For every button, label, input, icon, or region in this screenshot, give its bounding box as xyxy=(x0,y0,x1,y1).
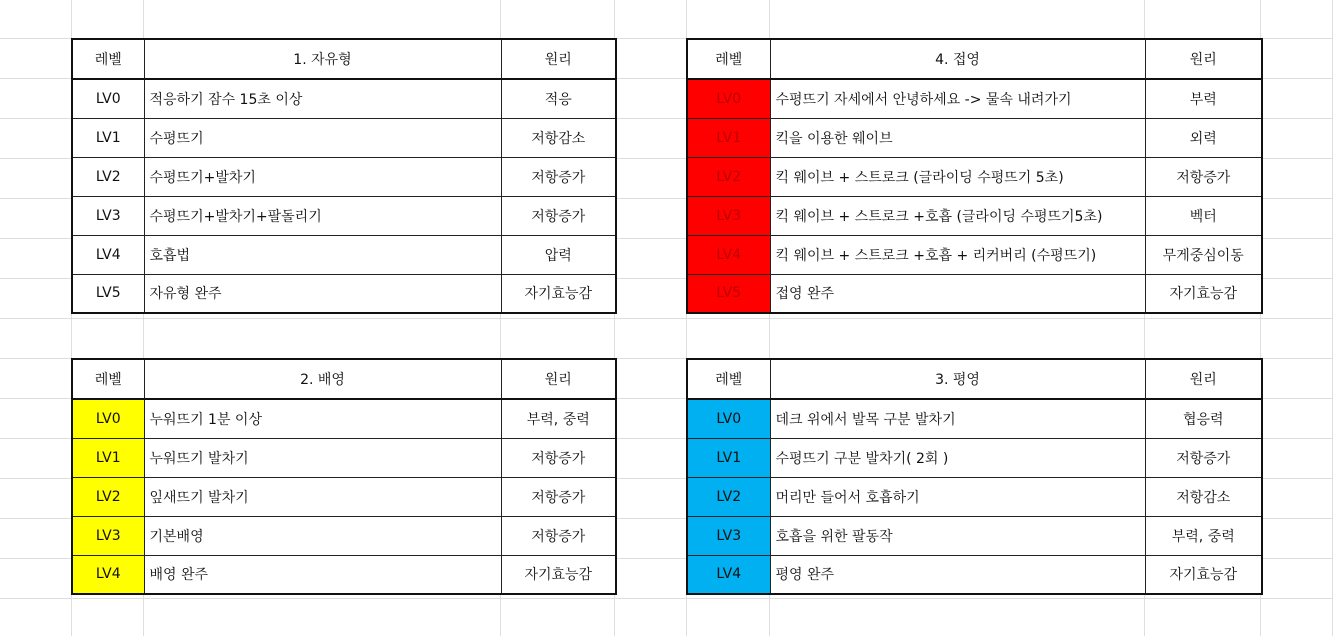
level-cell[interactable]: LV4 xyxy=(72,555,144,594)
content-cell[interactable]: 호흡법 xyxy=(144,235,501,274)
content-cell[interactable]: 수평뜨기 자세에서 안녕하세요 -> 물속 내려가기 xyxy=(770,79,1145,118)
content-cell[interactable]: 기본배영 xyxy=(144,516,501,555)
table-row xyxy=(687,79,1262,118)
level-cell[interactable]: LV2 xyxy=(687,477,770,516)
content-cell[interactable]: 수평뜨기 구분 발차기( 2회 ) xyxy=(770,438,1145,477)
content-cell[interactable]: 킥 웨이브 + 스트로크 +호흡 + 리커버리 (수평뜨기) xyxy=(770,235,1145,274)
level-cell[interactable]: LV1 xyxy=(72,118,144,157)
table-row xyxy=(687,477,1262,516)
table-row xyxy=(687,399,1262,438)
table-row xyxy=(687,274,1262,313)
table-row xyxy=(687,555,1262,594)
header-principle[interactable]: 원리 xyxy=(501,359,616,399)
level-cell[interactable]: LV4 xyxy=(687,235,770,274)
butterfly-table xyxy=(686,38,1263,314)
header-title[interactable]: 2. 배영 xyxy=(144,359,501,399)
content-cell[interactable]: 머리만 들어서 호흡하기 xyxy=(770,477,1145,516)
principle-cell[interactable]: 벡터 xyxy=(1145,196,1262,235)
content-cell[interactable]: 수평뜨기+발차기 xyxy=(144,157,501,196)
principle-cell[interactable]: 부력 xyxy=(1145,79,1262,118)
content-cell[interactable]: 데크 위에서 발목 구분 발차기 xyxy=(770,399,1145,438)
principle-cell[interactable]: 적응 xyxy=(501,79,616,118)
freestyle-table xyxy=(71,38,617,314)
level-cell[interactable]: LV3 xyxy=(72,196,144,235)
table-header-row xyxy=(687,359,1262,399)
table-row xyxy=(687,235,1262,274)
table-row xyxy=(687,438,1262,477)
content-cell[interactable]: 누워뜨기 발차기 xyxy=(144,438,501,477)
table-row xyxy=(72,196,616,235)
level-cell[interactable]: LV0 xyxy=(72,79,144,118)
table-row xyxy=(72,516,616,555)
table-header-row xyxy=(72,359,616,399)
table-row xyxy=(72,79,616,118)
table-row xyxy=(687,157,1262,196)
level-cell[interactable]: LV2 xyxy=(72,157,144,196)
principle-cell[interactable]: 자기효능감 xyxy=(501,555,616,594)
table-header-row xyxy=(72,39,616,79)
principle-cell[interactable]: 자기효능감 xyxy=(1145,274,1262,313)
table-row xyxy=(72,235,616,274)
header-level[interactable]: 레벨 xyxy=(687,39,770,79)
level-cell[interactable]: LV5 xyxy=(72,274,144,313)
level-cell[interactable]: LV4 xyxy=(72,235,144,274)
header-level[interactable]: 레벨 xyxy=(72,39,144,79)
table-row xyxy=(687,196,1262,235)
table-row xyxy=(687,118,1262,157)
content-cell[interactable]: 호흡을 위한 팔동작 xyxy=(770,516,1145,555)
principle-cell[interactable]: 압력 xyxy=(501,235,616,274)
table-row xyxy=(72,555,616,594)
header-principle[interactable]: 원리 xyxy=(501,39,616,79)
principle-cell[interactable]: 저항감소 xyxy=(1145,477,1262,516)
principle-cell[interactable]: 부력, 중력 xyxy=(501,399,616,438)
level-cell[interactable]: LV1 xyxy=(687,118,770,157)
level-cell[interactable]: LV1 xyxy=(72,438,144,477)
table-row xyxy=(72,438,616,477)
level-cell[interactable]: LV0 xyxy=(72,399,144,438)
table-row xyxy=(72,399,616,438)
level-cell[interactable]: LV3 xyxy=(687,516,770,555)
content-cell[interactable]: 누워뜨기 1분 이상 xyxy=(144,399,501,438)
principle-cell[interactable]: 저항증가 xyxy=(1145,157,1262,196)
table-header-row xyxy=(687,39,1262,79)
principle-cell[interactable]: 저항증가 xyxy=(501,196,616,235)
header-level[interactable]: 레벨 xyxy=(687,359,770,399)
principle-cell[interactable]: 저항증가 xyxy=(501,516,616,555)
content-cell[interactable]: 접영 완주 xyxy=(770,274,1145,313)
content-cell[interactable]: 수평뜨기+발차기+팔돌리기 xyxy=(144,196,501,235)
breaststroke-table xyxy=(686,358,1263,595)
level-cell[interactable]: LV2 xyxy=(72,477,144,516)
content-cell[interactable]: 킥 웨이브 + 스트로크 (글라이딩 수평뜨기 5초) xyxy=(770,157,1145,196)
header-title[interactable]: 4. 접영 xyxy=(770,39,1145,79)
table-row xyxy=(72,477,616,516)
principle-cell[interactable]: 저항감소 xyxy=(501,118,616,157)
content-cell[interactable]: 킥을 이용한 웨이브 xyxy=(770,118,1145,157)
principle-cell[interactable]: 저항증가 xyxy=(501,157,616,196)
principle-cell[interactable]: 부력, 중력 xyxy=(1145,516,1262,555)
level-cell[interactable]: LV1 xyxy=(687,438,770,477)
content-cell[interactable]: 킥 웨이브 + 스트로크 +호흡 (글라이딩 수평뜨기5초) xyxy=(770,196,1145,235)
level-cell[interactable]: LV3 xyxy=(72,516,144,555)
header-title[interactable]: 3. 평영 xyxy=(770,359,1145,399)
content-cell[interactable]: 배영 완주 xyxy=(144,555,501,594)
header-principle[interactable]: 원리 xyxy=(1145,39,1262,79)
level-cell[interactable]: LV2 xyxy=(687,157,770,196)
content-cell[interactable]: 적응하기 잠수 15초 이상 xyxy=(144,79,501,118)
header-level[interactable]: 레벨 xyxy=(72,359,144,399)
level-cell[interactable]: LV0 xyxy=(687,399,770,438)
level-cell[interactable]: LV0 xyxy=(687,79,770,118)
level-cell[interactable]: LV3 xyxy=(687,196,770,235)
backstroke-table xyxy=(71,358,617,595)
principle-cell[interactable]: 자기효능감 xyxy=(1145,555,1262,594)
principle-cell[interactable]: 저항증가 xyxy=(501,438,616,477)
header-principle[interactable]: 원리 xyxy=(1145,359,1262,399)
content-cell[interactable]: 평영 완주 xyxy=(770,555,1145,594)
header-title[interactable]: 1. 자유형 xyxy=(144,39,501,79)
principle-cell[interactable]: 외력 xyxy=(1145,118,1262,157)
principle-cell[interactable]: 저항증가 xyxy=(501,477,616,516)
content-cell[interactable]: 자유형 완주 xyxy=(144,274,501,313)
principle-cell[interactable]: 협응력 xyxy=(1145,399,1262,438)
principle-cell[interactable]: 자기효능감 xyxy=(501,274,616,313)
table-row xyxy=(687,516,1262,555)
table-row xyxy=(72,118,616,157)
table-row xyxy=(72,157,616,196)
principle-cell[interactable]: 무게중심이동 xyxy=(1145,235,1262,274)
principle-cell[interactable]: 저항증가 xyxy=(1145,438,1262,477)
content-cell[interactable]: 잎새뜨기 발차기 xyxy=(144,477,501,516)
level-cell[interactable]: LV5 xyxy=(687,274,770,313)
table-row xyxy=(72,274,616,313)
level-cell[interactable]: LV4 xyxy=(687,555,770,594)
content-cell[interactable]: 수평뜨기 xyxy=(144,118,501,157)
